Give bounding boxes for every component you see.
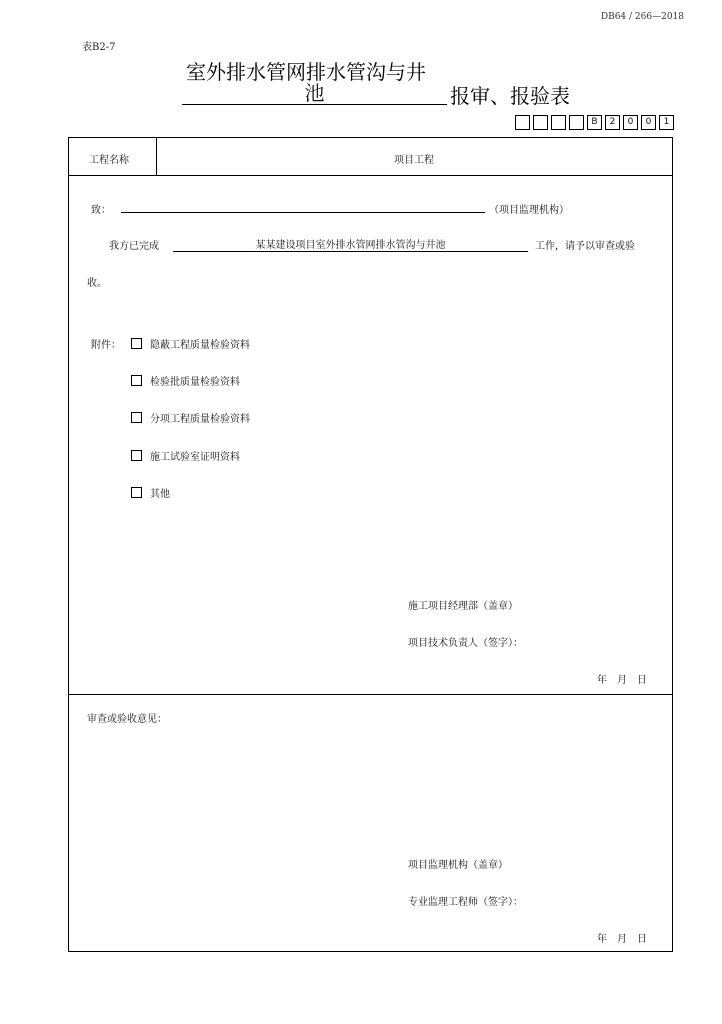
row-divider <box>69 175 672 176</box>
attachment-label: 检验批质量检验资料 <box>150 377 240 388</box>
checkbox[interactable] <box>131 338 142 349</box>
code-box: 0 <box>641 115 656 130</box>
code-box <box>533 115 548 130</box>
checkbox[interactable] <box>131 412 142 423</box>
completed-continuation: 收。 <box>87 278 107 289</box>
form-number: 表B2-7 <box>82 42 116 53</box>
cell-divider <box>156 138 157 175</box>
attachment-label: 其他 <box>150 489 170 500</box>
standard-code: DB64 / 266—2018 <box>600 12 684 22</box>
code-box <box>515 115 530 130</box>
recipient-field[interactable] <box>121 212 485 213</box>
form-code-boxes <box>515 115 674 130</box>
to-label: 致： <box>91 205 111 216</box>
code-box: B <box>587 115 602 130</box>
checkbox[interactable] <box>131 375 142 386</box>
tech-lead-signature: 项目技术负责人（签字）： <box>408 638 523 649</box>
to-suffix: （项目监理机构） <box>489 205 569 216</box>
date-1: 年 月 日 <box>597 675 647 686</box>
completed-suffix: 工作，请予以审查或验 <box>535 241 635 252</box>
title-line-2: 报审、报验表 <box>450 84 570 108</box>
attachment-label: 施工试验室证明资料 <box>150 452 240 463</box>
attachment-label: 隐蔽工程质量检验资料 <box>150 340 250 351</box>
title-fill-blank: 池 <box>182 82 447 105</box>
title-line-1: 室外排水管网排水管沟与井 <box>186 60 426 84</box>
code-box: 0 <box>623 115 638 130</box>
code-box <box>551 115 566 130</box>
supervision-org-seal: 项目监理机构（盖章） <box>408 860 508 871</box>
date-2: 年 月 日 <box>597 934 647 945</box>
checkbox[interactable] <box>131 487 142 498</box>
attachment-item[interactable] <box>131 448 240 463</box>
attachment-item[interactable] <box>131 410 250 425</box>
attachment-item[interactable] <box>131 336 250 351</box>
code-box <box>569 115 584 130</box>
attachment-label: 分项工程质量检验资料 <box>150 414 250 425</box>
completed-work-field[interactable]: 某某建设项目室外排水管网排水管沟与井池 <box>173 236 528 252</box>
supervision-engineer-signature: 专业监理工程师（签字）： <box>408 897 523 908</box>
form-table <box>68 137 673 952</box>
code-box: 1 <box>659 115 674 130</box>
code-box: 2 <box>605 115 620 130</box>
row-divider <box>69 694 672 695</box>
project-name-value[interactable]: 项目工程 <box>394 155 434 166</box>
project-name-label: 工程名称 <box>89 155 129 166</box>
contractor-dept-seal: 施工项目经理部（盖章） <box>408 601 518 612</box>
checkbox[interactable] <box>131 450 142 461</box>
attachments-label: 附件： <box>91 340 121 351</box>
attachment-item[interactable] <box>131 373 240 388</box>
completed-prefix: 我方已完成 <box>109 241 159 252</box>
review-opinion-label: 审查或验收意见： <box>87 714 167 725</box>
attachment-item[interactable] <box>131 485 170 500</box>
